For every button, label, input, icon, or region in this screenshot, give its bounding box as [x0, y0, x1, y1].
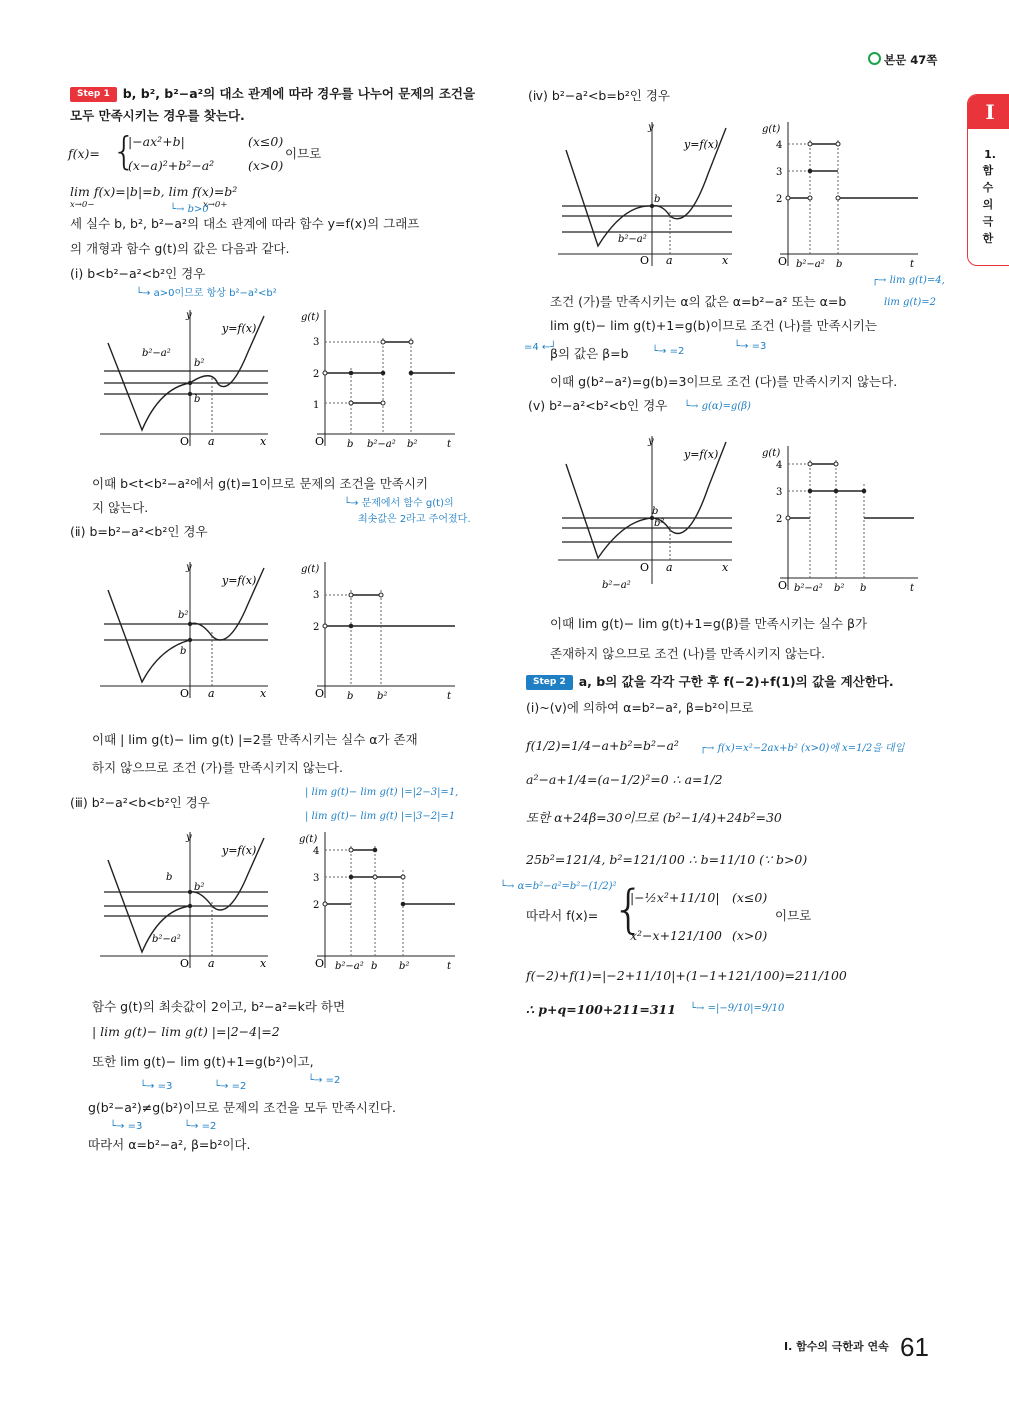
- para1-line1: 세 실수 b, b², b²−a²의 대소 관계에 따라 함수 y=f(x)의 그래프: [70, 216, 420, 231]
- svg-text:x: x: [260, 957, 267, 970]
- fx-curve-left: [566, 464, 652, 558]
- case4-eq4: =4 ←┘: [524, 342, 557, 353]
- page-reference: 본문 47쪽: [868, 52, 937, 69]
- svg-text:y=f(x): y=f(x): [222, 574, 257, 587]
- label-b2-a2: b²−a²: [142, 348, 171, 359]
- case2-after-line2: 하지 않으므로 조건 (가)를 만족시키지 않는다.: [92, 760, 343, 775]
- svg-text:y: y: [186, 832, 192, 843]
- x-label: x: [260, 435, 267, 448]
- case5-title: (ⅴ) b²−a²<b²<b인 경우: [528, 398, 668, 413]
- step2-fx-cond1: (x≤0): [732, 890, 768, 905]
- case4-eq3: └→ =3: [734, 341, 767, 352]
- svg-text:4: 4: [776, 460, 783, 471]
- svg-text:b: b: [166, 872, 173, 883]
- chapter-side-tab: [967, 94, 1009, 266]
- svg-text:b²: b²: [654, 518, 665, 529]
- step2-fx-suffix: 이므로: [775, 908, 812, 923]
- svg-text:g(t): g(t): [762, 448, 781, 459]
- step2-fx-case1: |−½x²+11/10|: [630, 890, 720, 905]
- origin: O: [180, 435, 190, 448]
- chapter-roman: I: [968, 95, 1009, 129]
- step2-eq4: 25b²=121/4, b²=121/100 ∴ b=11/10 (∵ b>0): [526, 852, 808, 867]
- step2-note3: └→ =|−9/10|=9/10: [690, 1003, 785, 1014]
- case3-line4: g(b²−a²)≠g(b²)이므로 문제의 조건을 모두 만족시킨다.: [88, 1100, 396, 1115]
- limit-note: └→ b>0: [170, 204, 209, 215]
- case1-fx-graph: [100, 308, 272, 448]
- y-label: y: [186, 310, 192, 321]
- brace-2: {: [612, 880, 646, 940]
- step2-fx-cond2: (x>0): [732, 928, 768, 943]
- case4-line4: 이때 g(b²−a²)=g(b)=3이므로 조건 (다)를 만족시키지 않는다.: [550, 374, 898, 389]
- svg-text:b: b: [836, 259, 843, 268]
- case4-eq2: └→ =2: [652, 346, 685, 357]
- svg-text:a: a: [208, 957, 215, 970]
- case4-line3: β의 값은 β=b: [550, 346, 629, 361]
- svg-text:b²−a²: b²−a²: [794, 583, 823, 592]
- case4-note-bot: lim g(t)=2: [884, 297, 937, 308]
- svg-text:O: O: [640, 254, 650, 267]
- case2-title: (ⅱ) b=b²−a²<b²인 경우: [70, 524, 208, 539]
- svg-text:4: 4: [313, 846, 320, 857]
- svg-text:y: y: [648, 122, 654, 133]
- svg-text:O: O: [180, 687, 190, 700]
- fx-case1: |−ax²+b|: [128, 134, 185, 149]
- case3-eq2b: └→ =2: [308, 1075, 341, 1086]
- svg-text:y: y: [186, 562, 192, 573]
- svg-text:t: t: [447, 691, 452, 700]
- svg-text:b²−a²: b²−a²: [152, 934, 181, 945]
- circle-icon: [868, 52, 881, 65]
- svg-text:y=f(x): y=f(x): [684, 138, 719, 151]
- label-a: a: [208, 435, 215, 448]
- svg-text:x: x: [260, 687, 267, 700]
- svg-text:3: 3: [313, 590, 320, 601]
- case5-note: └→ g(α)=g(β): [684, 401, 751, 412]
- svg-text:y: y: [648, 436, 654, 447]
- svg-text:b²−a²: b²−a²: [796, 259, 825, 268]
- step2-eq2: a²−a+1/4=(a−1/2)²=0 ∴ a=1/2: [526, 772, 723, 787]
- case1-after-line1: 이때 b<t<b²−a²에서 g(t)=1이므로 문제의 조건을 만족시키: [92, 476, 429, 491]
- svg-text:b²−a²: b²−a²: [618, 234, 647, 245]
- case5-gt-graph: [758, 444, 923, 592]
- svg-text:b²−a²: b²−a²: [602, 580, 631, 591]
- case4-title: (ⅳ) b²−a²<b=b²인 경우: [528, 88, 670, 103]
- svg-text:2: 2: [776, 194, 783, 205]
- case3-eq3b: └→ =3: [110, 1121, 143, 1132]
- step2-heading: Step 2 a, b의 값을 각각 구한 후 f(−2)+f(1)의 값을 계산한다.: [526, 674, 894, 691]
- step2-eq7: ∴ p+q=100+211=311: [526, 1002, 676, 1017]
- case4-line2: lim g(t)− lim g(t)+1=g(b)이므로 조건 (나)를 만족시키는: [550, 318, 877, 333]
- svg-text:b: b: [654, 194, 661, 205]
- curve-label: y=f(x): [222, 322, 257, 335]
- step1-heading-line2: 모두 만족시키는 경우를 찾는다.: [70, 108, 245, 123]
- step1-badge: Step 1: [70, 87, 117, 101]
- case3-line3: 또한 lim g(t)− lim g(t)+1=g(b²)이고,: [92, 1054, 314, 1069]
- svg-text:t: t: [910, 583, 915, 592]
- label-b2: b²: [194, 358, 205, 369]
- svg-text:b²−a²: b²−a²: [367, 439, 396, 448]
- case1-after-line2: 지 않는다.: [92, 500, 149, 515]
- case1-title: (ⅰ) b<b²−a²<b²인 경우: [70, 266, 206, 281]
- case4-fx-graph: [558, 120, 736, 268]
- svg-text:O: O: [180, 957, 190, 970]
- svg-text:b: b: [652, 506, 659, 517]
- svg-text:b²: b²: [407, 439, 418, 448]
- case3-fx-graph: [100, 830, 272, 970]
- case3-eq2c: └→ =2: [184, 1121, 217, 1132]
- step2-badge: Step 2: [526, 675, 573, 689]
- footer-chapter: Ⅰ. 함수의 극한과 연속: [784, 1340, 889, 1353]
- point: [188, 392, 192, 396]
- case4-note-top: ┌→ lim g(t)=4,: [872, 275, 945, 286]
- fx-cond1: (x≤0): [248, 134, 284, 149]
- svg-text:2: 2: [776, 514, 783, 525]
- case1-note: └→ a>0이므로 항상 b²−a²<b²: [136, 288, 277, 299]
- svg-text:b: b: [180, 646, 187, 657]
- case4-line1: 조건 (가)를 만족시키는 α의 값은 α=b²−a² 또는 α=b: [550, 294, 847, 309]
- svg-text:b²: b²: [834, 583, 845, 592]
- step2-eq1: f(1/2)=1/4−a+b²=b²−a²: [526, 738, 679, 753]
- svg-text:b: b: [347, 691, 354, 700]
- svg-text:O: O: [778, 579, 788, 592]
- step2-eq3: 또한 α+24β=30이므로 (b²−1/4)+24b²=30: [526, 810, 782, 825]
- chapter-vertical-title: 1. 함수의극한: [982, 148, 996, 245]
- step2-line1: (ⅰ)~(ⅴ)에 의하여 α=b²−a², β=b²이므로: [526, 700, 754, 715]
- svg-text:b²: b²: [194, 882, 205, 893]
- case5-line1: 이때 lim g(t)− lim g(t)+1=g(β)를 만족시키는 실수 β가: [550, 616, 868, 631]
- svg-text:x: x: [722, 561, 729, 574]
- svg-text:b: b: [371, 961, 378, 970]
- svg-text:O: O: [315, 957, 325, 970]
- brace: {: [112, 129, 137, 173]
- case5-fx-graph: [558, 434, 736, 592]
- svg-text:g(t): g(t): [762, 124, 781, 135]
- fx-cond2: (x>0): [248, 158, 284, 173]
- label-b: b: [194, 394, 201, 405]
- svg-text:3: 3: [776, 487, 783, 498]
- svg-text:x: x: [722, 254, 729, 267]
- svg-text:t: t: [910, 259, 915, 268]
- point: [188, 381, 192, 385]
- svg-text:2: 2: [313, 622, 320, 633]
- case2-gt-graph: [295, 560, 460, 700]
- limit-sub1: x→0−: [70, 200, 95, 210]
- svg-text:b²: b²: [399, 961, 410, 970]
- svg-text:b²: b²: [377, 691, 388, 700]
- svg-text:4: 4: [776, 140, 783, 151]
- svg-text:O: O: [778, 255, 788, 268]
- fx-suffix: 이므로: [285, 146, 322, 161]
- fx-curve-left: [108, 590, 190, 682]
- svg-text:a: a: [666, 561, 673, 574]
- svg-text:y=f(x): y=f(x): [684, 448, 719, 461]
- case1-note2b: 최솟값은 2라고 주어졌다.: [358, 514, 471, 525]
- case3-eq2a: └→ =2: [214, 1081, 247, 1092]
- page-number: 61: [900, 1332, 929, 1362]
- case3-eq3a: └→ =3: [140, 1081, 173, 1092]
- case3-line5: 따라서 α=b²−a², β=b²이다.: [88, 1137, 251, 1152]
- step2-eq6: f(−2)+f(1)=|−2+11/10|+(1−1+121/100)=211/100: [526, 968, 847, 983]
- svg-text:a: a: [208, 687, 215, 700]
- svg-text:b: b: [860, 583, 867, 592]
- svg-text:g(t): g(t): [299, 834, 318, 845]
- svg-text:b²: b²: [178, 610, 189, 621]
- fx-case2: (x−a)²+b²−a²: [128, 158, 215, 173]
- svg-text:a: a: [666, 254, 673, 267]
- case1-note2: └→ 문제에서 함수 g(t)의: [344, 498, 454, 509]
- case2-note1: | lim g(t)− lim g(t) |=|2−3|=1,: [305, 787, 459, 798]
- svg-text:b: b: [347, 439, 354, 448]
- svg-text:t: t: [447, 439, 452, 448]
- tick-2: 2: [313, 369, 320, 380]
- fx-label: f(x)=: [68, 146, 100, 161]
- step2-fx-case2: x²−x+121/100: [630, 928, 722, 943]
- step2-note1: ┌→ f(x)=x²−2ax+b² (x>0)에 x=1/2을 대입: [700, 743, 905, 754]
- limit-line: lim f(x)=|b|=b, lim f(x)=b²: [70, 184, 238, 199]
- case3-title: (ⅲ) b²−a²<b<b²인 경우: [70, 795, 210, 810]
- case1-gt-graph: [295, 308, 460, 448]
- step1-heading: Step 1 b, b², b²−a²의 대소 관계에 따라 경우를 나누어 문제의 조건을: [70, 86, 475, 103]
- svg-text:2: 2: [313, 900, 320, 911]
- case3-line2: | lim g(t)− lim g(t) |=|2−4|=2: [92, 1024, 280, 1039]
- case5-line2: 존재하지 않으므로 조건 (나)를 만족시키지 않는다.: [550, 646, 826, 661]
- g-axis-label: g(t): [301, 312, 320, 323]
- case2-after-line1: 이때 | lim g(t)− lim g(t) |=2를 만족시키는 실수 α가 존재: [92, 732, 418, 747]
- svg-text:y=f(x): y=f(x): [222, 844, 257, 857]
- case3-line1: 함수 g(t)의 최솟값이 2이고, b²−a²=k라 하면: [92, 999, 346, 1014]
- case3-gt-graph: [295, 830, 460, 970]
- case4-gt-graph: [758, 120, 923, 268]
- case2-fx-graph: [100, 560, 272, 700]
- svg-text:O: O: [315, 687, 325, 700]
- svg-text:b²−a²: b²−a²: [335, 961, 364, 970]
- svg-text:3: 3: [776, 167, 783, 178]
- step2-note2: └→ α=b²−a²=b²−(1/2)²: [500, 881, 617, 892]
- svg-text:O: O: [640, 561, 650, 574]
- limit-sub2: x→0+: [203, 200, 228, 210]
- para1-line2: 의 개형과 함수 g(t)의 값은 다음과 같다.: [70, 241, 290, 256]
- svg-text:g(t): g(t): [301, 564, 320, 575]
- step2-fx-label: 따라서 f(x)=: [526, 908, 599, 923]
- svg-text:3: 3: [313, 873, 320, 884]
- case2-note2: | lim g(t)− lim g(t) |=|3−2|=1: [305, 811, 456, 822]
- tick-3: 3: [313, 337, 320, 348]
- origin: O: [315, 435, 325, 448]
- svg-text:t: t: [447, 961, 452, 970]
- tick-1: 1: [313, 400, 320, 411]
